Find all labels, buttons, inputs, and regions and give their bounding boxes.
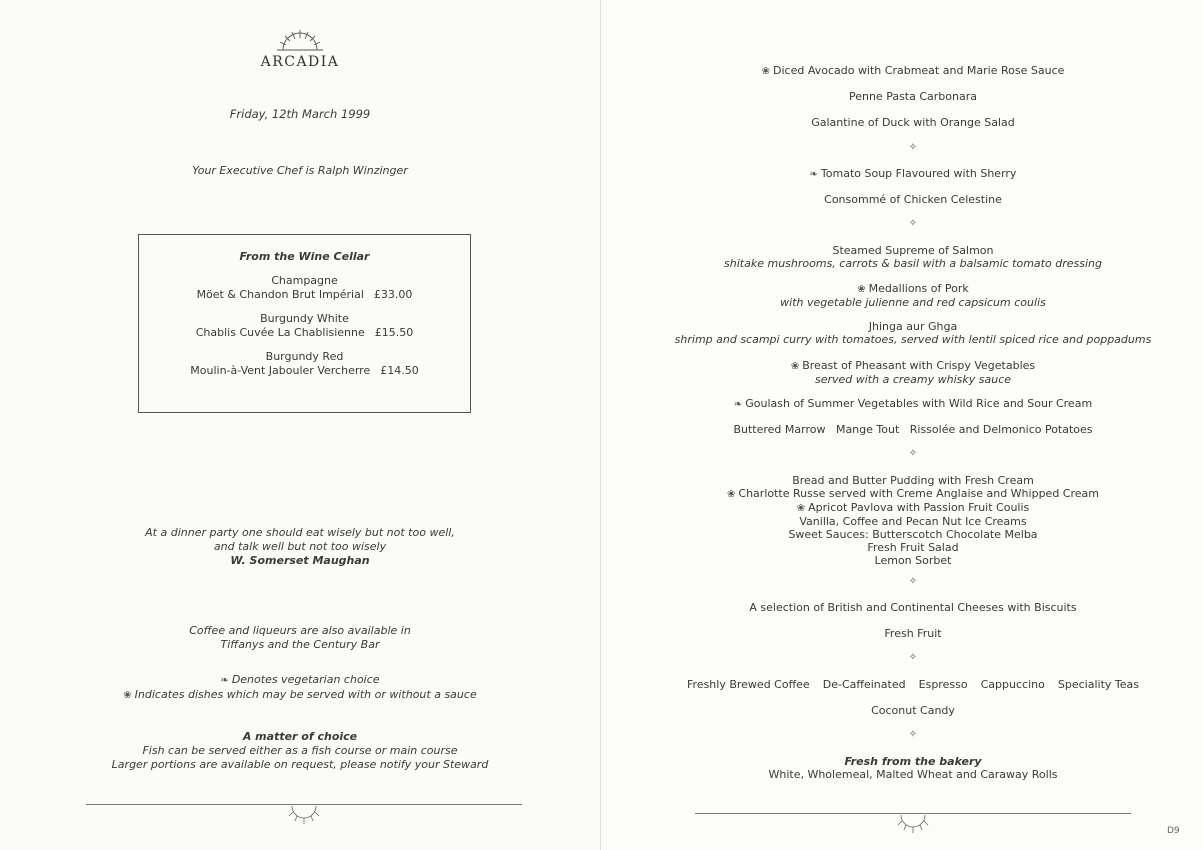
wine-list-box bbox=[138, 234, 471, 413]
menu-item bbox=[611, 397, 1203, 411]
dessert-item: Sweet Sauces: Butterscotch Chocolate Melba bbox=[788, 528, 1038, 541]
brand-name: ARCADIA bbox=[260, 54, 340, 70]
wine-price: £15.50 bbox=[374, 326, 414, 339]
dish-name: Steamed Supreme of Salmon bbox=[832, 244, 994, 257]
quote-line: and talk well but not too wisely bbox=[213, 540, 387, 553]
menu-date: Friday, 12th March 1999 bbox=[229, 107, 371, 121]
sauce-optional-icon: ❀ bbox=[123, 690, 132, 701]
quote-author: W. Somerset Maughan bbox=[230, 554, 370, 567]
wine-price: £33.00 bbox=[373, 288, 413, 301]
page-number: D9 bbox=[1167, 826, 1180, 836]
drink-item: Cappuccino bbox=[980, 678, 1045, 691]
matter-of-choice bbox=[0, 730, 600, 772]
menu-item bbox=[611, 244, 1203, 270]
wine-item bbox=[139, 350, 470, 378]
drink-item: Speciality Teas bbox=[1057, 678, 1139, 691]
dessert-item bbox=[611, 501, 1203, 515]
sauce-optional-icon: ❀ bbox=[727, 489, 736, 500]
bakery-heading: Fresh from the bakery bbox=[844, 755, 982, 768]
menu-item bbox=[611, 167, 1203, 181]
dish-name: Jhinga aur Ghga bbox=[868, 320, 958, 333]
wine-name: Chablis Cuvée La Chablisienne bbox=[195, 326, 365, 339]
dessert-list bbox=[611, 474, 1203, 567]
drink-item: Espresso bbox=[918, 678, 968, 691]
legend-vegetarian bbox=[0, 673, 600, 688]
coffee-note-line: Tiffanys and the Century Bar bbox=[220, 638, 380, 651]
menu-item bbox=[611, 359, 1203, 386]
sauce-optional-icon: ❀ bbox=[761, 66, 770, 77]
bakery-section bbox=[611, 755, 1203, 781]
coconut-candy: Coconut Candy bbox=[871, 704, 955, 717]
vegetarian-icon: ❧ bbox=[733, 399, 743, 410]
course-separator-icon: ✧ bbox=[908, 218, 918, 229]
vegetarian-icon: ❧ bbox=[809, 169, 818, 180]
footer-ornament-icon bbox=[286, 804, 322, 830]
footer-ornament-icon bbox=[895, 813, 931, 839]
sunrise-logo-icon bbox=[275, 28, 325, 52]
menu-item: Galantine of Duck with Orange Salad bbox=[811, 116, 1015, 129]
vegetarian-icon: ❧ bbox=[220, 675, 229, 686]
menu-item bbox=[611, 282, 1203, 309]
coffee-note-line: Coffee and liqueurs are also available in bbox=[189, 624, 411, 637]
menu-item bbox=[611, 320, 1203, 346]
menu-item bbox=[611, 64, 1203, 78]
executive-chef: Your Executive Chef is Ralph Winzinger bbox=[192, 164, 408, 177]
legend-vegetarian-text: Denotes vegetarian choice bbox=[231, 673, 380, 686]
dessert-item: Vanilla, Coffee and Pecan Nut Ice Creams bbox=[799, 515, 1027, 528]
legend-sauce-text: Indicates dishes which may be served with or without a sauce bbox=[134, 688, 477, 701]
arcadia-logo bbox=[0, 28, 600, 70]
wine-name: Möet & Chandon Brut Impérial bbox=[196, 288, 364, 301]
dessert-item bbox=[611, 487, 1203, 501]
wine-category: Burgundy Red bbox=[265, 350, 344, 363]
cheese-course: A selection of British and Continental Cheeses with Biscuits bbox=[749, 601, 1077, 614]
left-page bbox=[0, 0, 601, 850]
sauce-optional-icon: ❀ bbox=[796, 503, 806, 514]
sauce-optional-icon: ❀ bbox=[857, 284, 866, 295]
dish-name: Tomato Soup Flavoured with Sherry bbox=[820, 167, 1017, 180]
quote-line: At a dinner party one should eat wisely but not too well, bbox=[145, 526, 455, 539]
hot-drinks bbox=[687, 678, 1139, 691]
dish-description: served with a creamy whisky sauce bbox=[814, 373, 1012, 386]
wine-category: Burgundy White bbox=[260, 312, 349, 325]
dessert-item: Lemon Sorbet bbox=[874, 554, 952, 567]
menu-item: Consommé of Chicken Celestine bbox=[824, 193, 1002, 206]
dish-name: Medallions of Pork bbox=[868, 282, 969, 295]
course-separator-icon: ✧ bbox=[908, 729, 918, 740]
course-separator-icon: ✧ bbox=[908, 576, 918, 587]
course-separator-icon: ✧ bbox=[908, 142, 918, 153]
bakery-rolls: White, Wholemeal, Malted Wheat and Caraway Rolls bbox=[768, 768, 1058, 781]
menu-item: Penne Pasta Carbonara bbox=[848, 90, 977, 103]
fruit-course: Fresh Fruit bbox=[884, 627, 942, 640]
sauce-optional-icon: ❀ bbox=[790, 361, 800, 372]
side-dishes: Buttered Marrow Mange Tout Rissolée and Delmonico Potatoes bbox=[733, 423, 1093, 436]
course-separator-icon: ✧ bbox=[908, 652, 918, 663]
wine-name: Moulin-à-Vent Jabouler Vercherre bbox=[190, 364, 371, 377]
dessert-name: Apricot Pavlova with Passion Fruit Coulis bbox=[808, 501, 1030, 514]
choice-line: Fish can be served either as a fish course or main course bbox=[142, 744, 458, 757]
dish-description: with vegetable julienne and red capsicum coulis bbox=[780, 296, 1046, 309]
choice-line: Larger portions are available on request, please notify your Steward bbox=[111, 758, 489, 771]
dessert-item: Fresh Fruit Salad bbox=[867, 541, 959, 554]
wine-heading: From the Wine Cellar bbox=[239, 250, 370, 263]
dessert-item: Bread and Butter Pudding with Fresh Cream bbox=[792, 474, 1034, 487]
wine-category: Champagne bbox=[271, 274, 338, 287]
wine-price: £14.50 bbox=[380, 364, 419, 377]
drink-item: De-Caffeinated bbox=[822, 678, 906, 691]
coffee-note bbox=[0, 624, 600, 652]
dish-name: Breast of Pheasant with Crispy Vegetables bbox=[802, 359, 1036, 372]
course-separator-icon: ✧ bbox=[908, 448, 918, 459]
maugham-quote bbox=[0, 526, 600, 568]
dessert-name: Charlotte Russe served with Creme Anglaise and Whipped Cream bbox=[738, 487, 1099, 500]
choice-heading: A matter of choice bbox=[242, 730, 358, 743]
drink-item: Freshly Brewed Coffee bbox=[687, 678, 810, 691]
wine-item bbox=[139, 312, 470, 340]
dish-description: shitake mushrooms, carrots & basil with a balsamic tomato dressing bbox=[724, 257, 1102, 270]
dish-description: shrimp and scampi curry with tomatoes, served with lentil spiced rice and poppadums bbox=[674, 333, 1152, 346]
symbol-legend bbox=[0, 673, 600, 703]
dish-name: Diced Avocado with Crabmeat and Marie Rose Sauce bbox=[773, 64, 1065, 77]
wine-item bbox=[139, 274, 470, 302]
legend-sauce bbox=[0, 688, 600, 703]
dish-name: Goulash of Summer Vegetables with Wild Rice and Sour Cream bbox=[745, 397, 1093, 410]
